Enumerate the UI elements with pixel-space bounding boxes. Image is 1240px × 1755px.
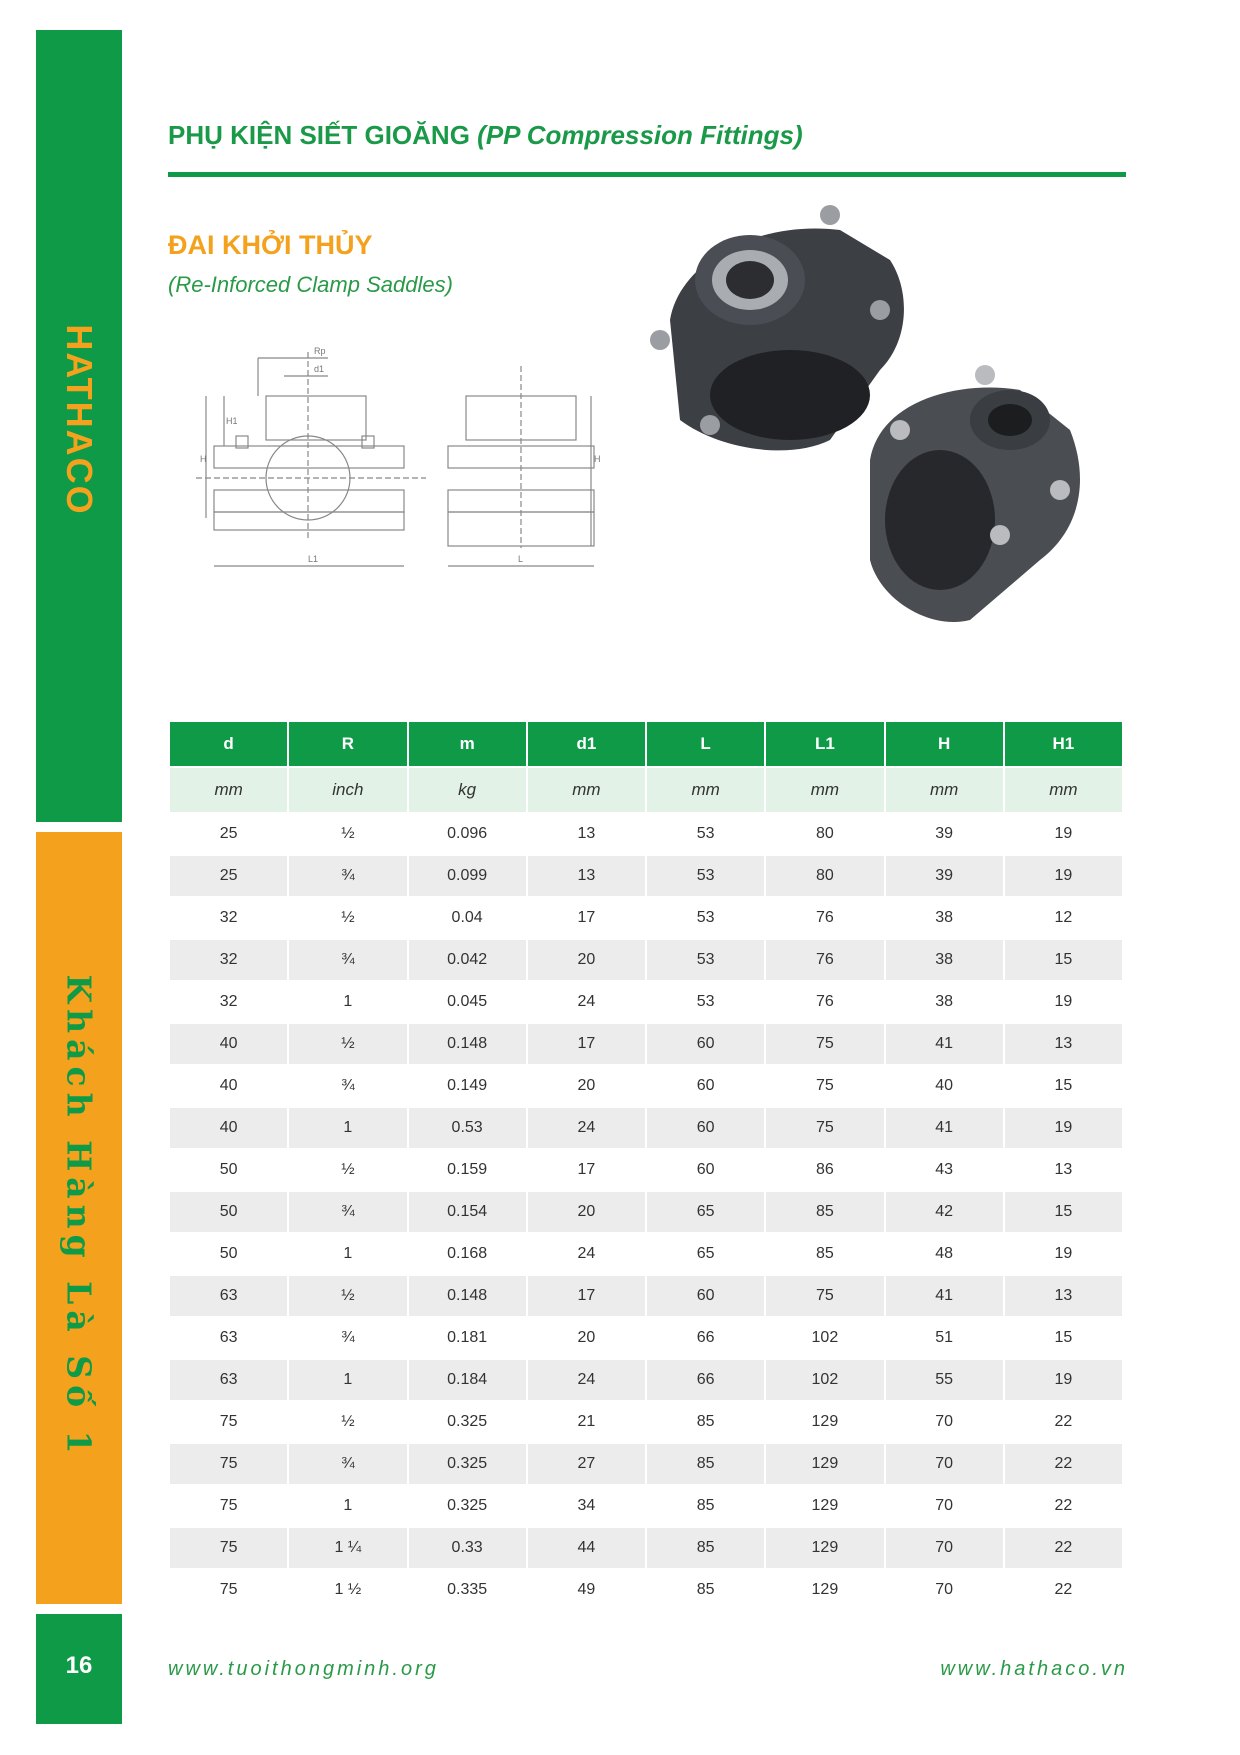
table-cell: 0.53 <box>409 1108 526 1148</box>
table-cell: 38 <box>935 909 954 926</box>
table-row <box>170 1402 1122 1442</box>
table-cell: 21 <box>577 1413 596 1430</box>
table-cell: 0.148 <box>409 1024 526 1064</box>
table-cell: 40 <box>935 1077 954 1094</box>
table-cell: 1 <box>289 1360 406 1400</box>
table-cell: 75 <box>766 1276 883 1316</box>
table-cell: 22 <box>1054 1413 1073 1430</box>
table-cell: 0.154 <box>409 1192 526 1232</box>
table-row <box>170 1570 1122 1610</box>
table-cell: 15 <box>1005 940 1122 980</box>
table-cell: 42 <box>886 1192 1003 1232</box>
table-units-row <box>170 768 1122 812</box>
table-cell: 1 <box>289 1108 406 1148</box>
table-cell: 24 <box>577 993 596 1010</box>
drawing-label-h-right: H <box>594 454 601 464</box>
table-cell: 85 <box>647 1444 764 1484</box>
table-cell: 19 <box>1005 1108 1122 1148</box>
table-cell: 76 <box>766 940 883 980</box>
table-cell: 75 <box>815 1077 834 1094</box>
table-cell: 86 <box>815 1161 834 1178</box>
header-d1: d1 <box>528 722 645 766</box>
slogan-text: Khách Hàng Là Số 1 <box>59 974 99 1460</box>
table-row <box>170 1234 1122 1274</box>
table-cell: 12 <box>1054 909 1073 926</box>
table-cell: ½ <box>341 1413 355 1430</box>
table-cell: 129 <box>811 1581 839 1598</box>
unit-cell: kg <box>409 768 526 812</box>
table-cell: ¾ <box>341 1077 355 1094</box>
table-cell: 32 <box>219 909 238 926</box>
clamp-saddle-top <box>650 205 904 450</box>
table-cell: 75 <box>170 1528 287 1568</box>
table-cell: 34 <box>577 1497 596 1514</box>
footer-left-url[interactable]: www.tuoithongminh.org <box>168 1658 439 1680</box>
table-cell: 0.148 <box>409 1276 526 1316</box>
table-cell: 19 <box>1005 1360 1122 1400</box>
table-cell: 63 <box>170 1276 287 1316</box>
specification-table <box>168 720 1124 1612</box>
table-cell: 75 <box>766 1108 883 1148</box>
table-cell: 75 <box>219 1413 238 1430</box>
table-cell: 39 <box>935 825 954 842</box>
table-cell: 60 <box>696 1161 715 1178</box>
table-cell: 60 <box>647 1108 764 1148</box>
drawing-label-d1: d1 <box>314 364 325 374</box>
table-row <box>170 940 1122 980</box>
table-cell: ¾ <box>289 940 406 980</box>
table-cell: 53 <box>647 856 764 896</box>
table-cell: ¾ <box>289 1444 406 1484</box>
table-cell: 75 <box>170 1444 287 1484</box>
table-cell: 17 <box>528 1024 645 1064</box>
table-cell: 25 <box>219 825 238 842</box>
table-row <box>170 1318 1122 1358</box>
table-cell: 1 <box>343 1245 353 1262</box>
table-cell: 50 <box>170 1192 287 1232</box>
table-cell: 80 <box>766 856 883 896</box>
table-cell: ½ <box>289 1276 406 1316</box>
table-cell: 50 <box>219 1161 238 1178</box>
table-cell: 85 <box>696 1497 715 1514</box>
table-cell: 0.33 <box>409 1528 526 1568</box>
table-cell: 129 <box>766 1528 883 1568</box>
table-row <box>170 898 1122 938</box>
table-cell: 0.325 <box>409 1444 526 1484</box>
table-cell: 15 <box>1054 1329 1073 1346</box>
table-cell: 38 <box>886 940 1003 980</box>
table-cell: 53 <box>647 940 764 980</box>
table-cell: 0.325 <box>447 1413 488 1430</box>
unit-cell: mm <box>766 768 883 812</box>
table-cell: 76 <box>815 993 834 1010</box>
brand-logo-text: HATHACO <box>59 324 100 516</box>
table-cell: 0.159 <box>447 1161 488 1178</box>
table-row <box>170 1108 1122 1148</box>
table-cell: 70 <box>935 1581 954 1598</box>
table-cell: 19 <box>1054 1245 1073 1262</box>
table-cell: 0.168 <box>447 1245 488 1262</box>
page-number: 16 <box>65 1652 93 1679</box>
table-cell: 102 <box>766 1360 883 1400</box>
table-cell: 24 <box>528 1108 645 1148</box>
product-subtitle: (Re-Inforced Clamp Saddles) <box>168 272 453 297</box>
table-row <box>170 1276 1122 1316</box>
unit-cell: mm <box>886 768 1003 812</box>
clamp-saddle-bottom <box>870 365 1080 622</box>
drawing-label-rp: Rp <box>314 346 326 356</box>
table-cell: 44 <box>528 1528 645 1568</box>
table-cell: 20 <box>577 1077 596 1094</box>
table-cell: 15 <box>1005 1192 1122 1232</box>
table-cell: 1 ½ <box>334 1581 362 1598</box>
drawing-label-l: L <box>518 554 524 564</box>
table-cell: 49 <box>577 1581 596 1598</box>
table-cell: 22 <box>1054 1581 1073 1598</box>
table-cell: 129 <box>811 1413 839 1430</box>
table-cell: 0.149 <box>447 1077 488 1094</box>
header-h: H <box>886 722 1003 766</box>
unit-cell: inch <box>289 768 406 812</box>
table-cell: 22 <box>1005 1444 1122 1484</box>
table-cell: 85 <box>696 1413 715 1430</box>
table-row <box>170 1528 1122 1568</box>
table-cell: 20 <box>528 940 645 980</box>
table-cell: 70 <box>935 1497 954 1514</box>
table-cell: 0.325 <box>447 1497 488 1514</box>
table-cell: 40 <box>219 1077 238 1094</box>
table-cell: 13 <box>528 856 645 896</box>
table-cell: 65 <box>696 1245 715 1262</box>
table-cell: 75 <box>766 1024 883 1064</box>
table-row <box>170 1192 1122 1232</box>
table-header-row <box>170 722 1122 766</box>
footer-right-url[interactable]: www.hathaco.vn <box>940 1658 1128 1680</box>
table-cell: 13 <box>1054 1161 1073 1178</box>
table-cell: 15 <box>1054 1077 1073 1094</box>
table-cell: 70 <box>886 1444 1003 1484</box>
table-row <box>170 1150 1122 1190</box>
table-cell: 80 <box>815 825 834 842</box>
table-cell: 129 <box>766 1444 883 1484</box>
table-cell: 60 <box>696 1077 715 1094</box>
table-cell: 25 <box>170 856 287 896</box>
product-photo <box>640 200 1120 640</box>
table-cell: 85 <box>766 1192 883 1232</box>
table-cell: 60 <box>647 1024 764 1064</box>
table-cell: 63 <box>219 1329 238 1346</box>
page-title-en: (PP Compression Fittings) <box>477 120 803 150</box>
table-cell: 32 <box>170 940 287 980</box>
unit-cell: mm <box>528 768 645 812</box>
table-cell: 60 <box>647 1276 764 1316</box>
table-cell: 41 <box>886 1276 1003 1316</box>
table-row <box>170 856 1122 896</box>
table-row <box>170 1066 1122 1106</box>
table-cell: 129 <box>811 1497 839 1514</box>
table-row <box>170 982 1122 1022</box>
header-l: L <box>647 722 764 766</box>
table-cell: ¾ <box>341 1329 355 1346</box>
table-cell: 41 <box>886 1108 1003 1148</box>
header-l1: L1 <box>766 722 883 766</box>
table-cell: ¾ <box>289 1192 406 1232</box>
table-cell: 66 <box>647 1360 764 1400</box>
table-cell: 41 <box>886 1024 1003 1064</box>
table-cell: 19 <box>1054 993 1073 1010</box>
table-cell: 0.042 <box>409 940 526 980</box>
header-r: R <box>289 722 406 766</box>
table-row <box>170 1444 1122 1484</box>
table-cell: 17 <box>577 1161 596 1178</box>
table-cell: 55 <box>886 1360 1003 1400</box>
table-cell: 85 <box>696 1581 715 1598</box>
table-row <box>170 1486 1122 1526</box>
table-cell: 1 ¼ <box>289 1528 406 1568</box>
table-cell: 66 <box>696 1329 715 1346</box>
table-cell: 53 <box>696 825 715 842</box>
header-h1: H1 <box>1005 722 1122 766</box>
page-title-vi: PHỤ KIỆN SIẾT GIOĂNG <box>168 120 470 150</box>
table-cell: 85 <box>815 1245 834 1262</box>
table-cell: 51 <box>935 1329 954 1346</box>
table-cell: 70 <box>935 1413 954 1430</box>
table-cell: 76 <box>815 909 834 926</box>
unit-cell: mm <box>1005 768 1122 812</box>
table-cell: ½ <box>341 1161 355 1178</box>
table-row <box>170 1024 1122 1064</box>
table-cell: 0.04 <box>451 909 483 926</box>
table-cell: 24 <box>577 1245 596 1262</box>
table-cell: 13 <box>577 825 596 842</box>
table-cell: 40 <box>170 1024 287 1064</box>
table-row <box>170 1360 1122 1400</box>
table-cell: ½ <box>341 825 355 842</box>
table-cell: 19 <box>1054 825 1073 842</box>
table-cell: 0.184 <box>409 1360 526 1400</box>
table-cell: 39 <box>886 856 1003 896</box>
table-cell: 13 <box>1005 1024 1122 1064</box>
header-divider <box>168 172 1126 177</box>
unit-cell: mm <box>647 768 764 812</box>
unit-cell: mm <box>170 768 287 812</box>
table-body <box>170 814 1122 1610</box>
table-cell: 0.335 <box>447 1581 488 1598</box>
table-cell: 1 <box>343 1497 353 1514</box>
table-cell: 17 <box>577 909 596 926</box>
table-cell: 0.181 <box>447 1329 488 1346</box>
drawing-label-h1: H1 <box>226 416 238 426</box>
table-cell: 0.096 <box>447 825 488 842</box>
table-cell: 48 <box>935 1245 954 1262</box>
table-cell: 75 <box>219 1497 238 1514</box>
table-cell: 53 <box>696 993 715 1010</box>
table-cell: 20 <box>528 1192 645 1232</box>
drawing-label-h: H <box>200 454 207 464</box>
table-cell: 70 <box>886 1528 1003 1568</box>
table-row <box>170 814 1122 854</box>
table-cell: 0.045 <box>447 993 488 1010</box>
page-title <box>168 120 803 151</box>
table-cell: 20 <box>577 1329 596 1346</box>
table-cell: 17 <box>528 1276 645 1316</box>
table-cell: 75 <box>219 1581 238 1598</box>
table-cell: 38 <box>935 993 954 1010</box>
header-m: m <box>409 722 526 766</box>
table-cell: 63 <box>170 1360 287 1400</box>
product-title: ĐAI KHỞI THỦY <box>168 230 373 260</box>
table-cell: 53 <box>696 909 715 926</box>
table-cell: ½ <box>341 909 355 926</box>
table-cell: 27 <box>528 1444 645 1484</box>
table-cell: 1 <box>343 993 353 1010</box>
drawing-label-l1: L1 <box>308 554 319 564</box>
table-cell: 85 <box>647 1528 764 1568</box>
table-cell: 22 <box>1005 1528 1122 1568</box>
table-cell: 0.099 <box>409 856 526 896</box>
table-cell: 24 <box>528 1360 645 1400</box>
table-cell: 19 <box>1005 856 1122 896</box>
header-d: d <box>170 722 287 766</box>
table-cell: 32 <box>219 993 238 1010</box>
table-cell: 65 <box>647 1192 764 1232</box>
technical-drawing <box>196 338 616 578</box>
table-cell: ¾ <box>289 856 406 896</box>
table-cell: 22 <box>1054 1497 1073 1514</box>
table-cell: ½ <box>289 1024 406 1064</box>
table-cell: 43 <box>935 1161 954 1178</box>
table-cell: 13 <box>1005 1276 1122 1316</box>
table-cell: 40 <box>170 1108 287 1148</box>
table-cell: 50 <box>219 1245 238 1262</box>
table-cell: 102 <box>811 1329 839 1346</box>
